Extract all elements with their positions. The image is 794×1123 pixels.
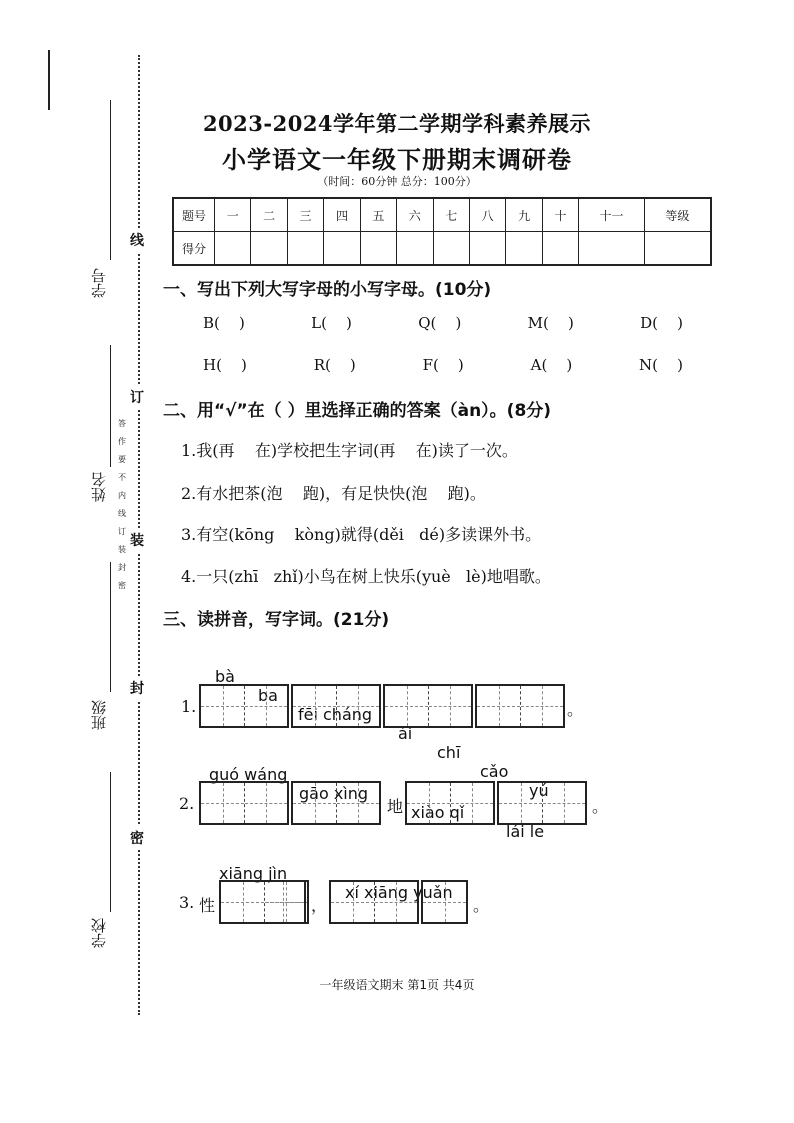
choice-question-1[interactable]: 1.我(再 在)学校把生字词(再 在)读了一次。 [181,441,518,460]
pinyin: xiāng jìn [219,864,288,883]
q3-period: 。 [473,896,490,915]
school-label: 学校 [90,918,108,948]
writing-cell[interactable] [423,882,466,922]
bind-char-seal: 封 [130,676,144,700]
writing-cell[interactable] [336,686,379,726]
notice-char: 答 [118,419,126,428]
choice-question-2[interactable]: 2.有水把茶(泡 跑)，有足快快(泡 跑)。 [181,484,486,503]
q3-comma: ， [311,896,328,915]
score-cell[interactable] [360,232,396,266]
score-col-header: 十 [542,198,578,232]
score-col-header: 七 [433,198,469,232]
writing-cell[interactable] [385,686,428,726]
score-cell[interactable] [542,232,578,266]
writing-cell[interactable] [520,686,563,726]
exam-title-line2: 小学语文一年级下册期末调研卷 [222,145,572,174]
score-cell[interactable] [469,232,505,266]
q3-number: 3. [179,893,195,912]
pinyin: lái le [506,822,545,841]
section2-title: 二、用“√”在（ ）里选择正确的答案（àn）。(8分) [163,401,552,421]
choice-question-4[interactable]: 4.一只(zhī zhǐ)小鸟在树上快乐(yuè lè)地唱歌。 [181,567,551,586]
writing-grid-group[interactable] [199,684,289,728]
section1-title: 一、写出下列大写字母的小写字母。(10分) [163,280,492,300]
writing-cell[interactable] [244,783,287,823]
notice-char: 内 [118,491,126,500]
score-col-header: 九 [506,198,542,232]
score-col-header: 六 [397,198,433,232]
pinyin: xiào qǐ [411,803,465,822]
writing-grid-group[interactable] [475,684,565,728]
writing-grid-group[interactable] [291,781,381,825]
writing-cell[interactable] [201,686,244,726]
writing-grid-group[interactable] [383,684,473,728]
choice-question-3[interactable]: 3.有空(kōng kòng)就得(děi dé)多读课外书。 [181,525,542,544]
notice-char: 封 [118,563,126,572]
letter-blank[interactable]: A( ) [530,356,573,374]
writing-cell[interactable] [428,686,471,726]
score-col-header: 等级 [644,198,711,232]
score-cell[interactable] [397,232,433,266]
score-cell[interactable] [433,232,469,266]
pinyin: ài [398,724,413,743]
score-table [172,197,712,266]
letter-row-2 [203,356,683,374]
score-cell[interactable] [287,232,323,266]
writing-cell[interactable] [542,783,585,823]
writing-cell[interactable] [331,882,374,922]
letter-blank[interactable]: B( ) [203,314,245,332]
writing-cell[interactable] [336,783,379,823]
letter-blank[interactable]: R( ) [313,356,356,374]
pinyin: chī [437,743,461,762]
writing-grid-group[interactable] [421,880,468,924]
score-table-row-label: 得分 [173,232,215,266]
bind-char-line: 线 [130,228,144,252]
pinyin: ba [258,686,278,705]
writing-grid-group[interactable] [497,781,587,825]
score-col-header: 一 [215,198,251,232]
binding-notice [118,415,128,595]
writing-cell[interactable] [499,783,542,823]
exam-subtitle: （时间：60分钟 总分：100分） [317,175,477,188]
pinyin: gāo xìng [299,784,369,803]
writing-grid-group[interactable] [329,880,419,924]
writing-cell[interactable] [477,686,520,726]
pinyin: cǎo [480,762,509,781]
letter-blank[interactable]: M( ) [527,314,574,332]
writing-cell[interactable] [407,783,450,823]
bind-char-order: 订 [130,385,144,409]
writing-cell[interactable] [201,783,244,823]
notice-char: 不 [118,473,126,482]
score-cell[interactable] [644,232,711,266]
writing-cell[interactable] [293,783,336,823]
notice-char: 要 [118,455,126,464]
score-table-score-row [173,232,711,266]
q3-prefix-char: 性 [199,896,216,915]
pinyin: xí xiāng yuǎn [345,883,453,902]
score-col-header: 八 [469,198,505,232]
letter-blank[interactable]: F( ) [422,356,464,374]
bind-char-secret: 密 [130,826,144,850]
student-no-label: 学号 [90,268,108,298]
notice-char: 线 [118,509,126,518]
score-cell[interactable] [215,232,251,266]
school-blank [110,772,111,912]
writing-cell[interactable] [244,686,287,726]
score-table-row-label: 题号 [173,198,215,232]
score-cell[interactable] [579,232,645,266]
pinyin: yú [529,781,549,800]
score-col-header: 十一 [579,198,645,232]
score-cell[interactable] [324,232,360,266]
writing-cell[interactable] [293,686,336,726]
section3-title: 三、读拼音，写字词。(21分) [163,610,390,630]
q2-middle-char: 地 [387,797,404,816]
notice-char: 作 [118,437,126,446]
scan-edge-mark [48,50,50,110]
class-blank [110,562,111,692]
q1-period: 。 [567,700,584,719]
letter-blank[interactable]: N( ) [639,356,683,374]
letter-blank[interactable]: D( ) [640,314,683,332]
q2-period: 。 [592,797,609,816]
writing-cell[interactable] [374,882,417,922]
score-cell[interactable] [506,232,542,266]
name-label: 姓名 [90,472,108,502]
notice-char: 密 [118,581,126,590]
score-col-header: 五 [360,198,396,232]
score-cell[interactable] [251,232,287,266]
letter-blank[interactable]: Q( ) [418,314,462,332]
score-col-header: 三 [287,198,323,232]
exam-title-line1: 2023-2024学年第二学期学科素养展示 [202,111,592,136]
writing-grid-group[interactable] [261,880,306,924]
bind-char-bind: 装 [130,528,144,552]
writing-cell[interactable] [221,882,264,922]
letter-blank[interactable]: H( ) [203,356,247,374]
score-col-header: 四 [324,198,360,232]
writing-grid-group[interactable] [405,781,495,825]
pinyin: fēi cháng [298,705,373,724]
name-blank [110,345,111,467]
letter-blank[interactable]: L( ) [311,314,352,332]
writing-cell[interactable] [450,783,493,823]
q2-number: 2. [179,794,195,813]
writing-grid-group[interactable] [291,684,381,728]
pinyin: bà [215,667,235,686]
writing-grid-group[interactable] [199,781,289,825]
page-footer: 一年级语文期末 第1页 共4页 [319,978,475,992]
score-col-header: 二 [251,198,287,232]
q3-pinyin-row [0,845,453,902]
letter-row-1 [203,314,683,332]
notice-char: 装 [118,545,126,554]
writing-cell[interactable] [261,882,304,922]
q1-number: 1. [181,697,197,716]
notice-char: 订 [118,527,126,536]
pinyin: guó wáng [209,765,288,784]
score-table-header-row [173,198,711,232]
class-label: 班级 [90,700,108,730]
